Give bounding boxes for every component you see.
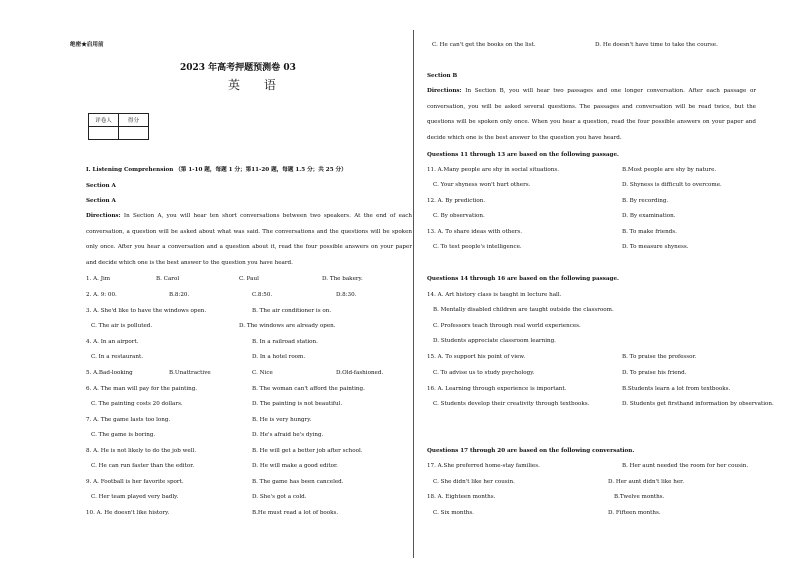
option[interactable]: D. The windows are already open. (239, 323, 336, 329)
directions-b (427, 84, 756, 146)
subject-title: 英 语 (228, 78, 286, 92)
option[interactable]: D. Her aunt didn't like her. (608, 479, 684, 485)
option[interactable]: B. He is very hungry. (252, 417, 312, 423)
section-b-heading: Section B (427, 73, 458, 79)
option[interactable]: C. Paul (239, 276, 259, 282)
option[interactable]: C. Students develop their creativity through textbooks. (433, 401, 590, 407)
option[interactable]: 7. A. The game lasts too long. (86, 417, 171, 423)
option[interactable]: D. He doesn't have time to take the course. (595, 42, 718, 48)
score-cell[interactable] (119, 127, 149, 140)
option[interactable]: C. He can't get the books on the list. (432, 42, 536, 48)
grader-label: 评卷人 (89, 114, 119, 127)
option[interactable]: 15. A. To support his point of view. (427, 354, 526, 360)
option[interactable]: C. She didn't like her cousin. (433, 479, 515, 485)
option[interactable]: B. Mentally disabled children are taught outside the classroom. (433, 307, 614, 313)
option[interactable]: D. Fifteen months. (608, 510, 661, 516)
option[interactable]: D. By examination. (622, 213, 676, 219)
option[interactable]: 4. A. In an airport. (86, 339, 139, 345)
option[interactable]: B.Unattractive (169, 370, 211, 376)
option[interactable]: B. He will get a better job after school. (252, 448, 363, 454)
option[interactable]: D. To praise his friend. (622, 370, 687, 376)
option[interactable]: C. In a restaurant. (91, 354, 144, 360)
option[interactable]: D. Shyness is difficult to overcome. (622, 182, 722, 188)
option[interactable]: D. He will make a good editor. (252, 463, 338, 469)
option[interactable]: C.8:50. (252, 292, 273, 298)
column-divider (413, 30, 414, 558)
directions-text: In Section B, you will hear two passages and one longer conversation. After each passage or conversation, you will be asked several questions. The passages and conversation will be read twice, but the questions will be spoken only once. When you hear a question, read the four possible answers on your paper and decide which one is the best answer to the question you have heard. (427, 88, 756, 141)
option[interactable]: B.8:20. (169, 292, 190, 298)
secret-mark: 绝密★启用前 (70, 42, 104, 48)
option[interactable]: D. Students get firsthand information by observation. (622, 401, 774, 407)
option[interactable]: B. The game has been canceled. (252, 479, 344, 485)
option[interactable]: 10. A. He doesn't like history. (86, 510, 170, 516)
section-a-heading: Section A (86, 198, 116, 204)
option[interactable]: B. To praise the professor. (622, 354, 697, 360)
option[interactable]: B.Twelve months. (614, 494, 665, 500)
option[interactable]: D.8:30. (336, 292, 357, 298)
option[interactable]: 12. A. By prediction. (427, 198, 486, 204)
option[interactable]: B.Students learn a lot from textbooks. (622, 386, 731, 392)
section-a-heading: Section A (86, 183, 116, 189)
score-label: 得分 (119, 114, 149, 127)
directions-label: Directions: (427, 88, 462, 94)
option[interactable]: C. Your shyness won't hurt others. (433, 182, 531, 188)
option[interactable]: 16. A. Learning through experience is important. (427, 386, 567, 392)
option[interactable]: B. By recording. (622, 198, 669, 204)
directions-a (86, 209, 412, 271)
option[interactable]: 8. A. He is not likely to do the job well. (86, 448, 197, 454)
option[interactable]: 1. A. Jim (86, 276, 111, 282)
option[interactable]: B. The woman can't afford the painting. (252, 386, 365, 392)
option[interactable]: D. The painting is not beautiful. (252, 401, 343, 407)
option[interactable]: D. To measure shyness. (622, 244, 689, 250)
option[interactable]: 18. A. Eighteen months. (427, 494, 496, 500)
option[interactable]: 17. A.She preferred home-stay families. (427, 463, 540, 469)
question-group-heading: Questions 14 through 16 are based on the following passage. (427, 276, 619, 282)
option[interactable]: B. The air conditioner is on. (252, 308, 332, 314)
option[interactable]: C. Her team played very badly. (91, 494, 179, 500)
option[interactable]: D. He's afraid he's dying. (252, 432, 324, 438)
question-group-heading: Questions 17 through 20 are based on the following conversation. (427, 448, 635, 454)
question-group-heading: Questions 11 through 13 are based on the following passage. (427, 152, 619, 158)
option[interactable]: 2. A. 9: 00. (86, 292, 117, 298)
option[interactable]: B. Carol (156, 276, 180, 282)
grader-cell[interactable] (89, 127, 119, 140)
option[interactable]: B. To make friends. (622, 229, 677, 235)
score-table (88, 113, 149, 140)
option[interactable]: C. Professors teach through real world experiences. (433, 323, 581, 329)
option[interactable]: 3. A. She'd like to have the windows open. (86, 308, 207, 314)
option[interactable]: 13. A. To share ideas with others. (427, 229, 523, 235)
option[interactable]: D.Old-fashioned. (336, 370, 384, 376)
option[interactable]: D. In a hotel room. (252, 354, 306, 360)
option[interactable]: C. To test people's intelligence. (433, 244, 522, 250)
page-title: 2023 年高考押题预测卷 03 (180, 63, 296, 73)
directions-text: In Section A, you will hear ten short conversations between two speakers. At the end of each conversation, a question will be asked about what was said. The conversations and the questions will be spoken only once. After you hear a conversation and a question about it, read the four possible answers on your paper and decide which one is the best answer to the question you have heard. (86, 213, 412, 266)
option[interactable]: B. In a railroad station. (252, 339, 318, 345)
option[interactable]: 6. A. The man will pay for the painting. (86, 386, 198, 392)
option[interactable]: B.Most people are shy by nature. (622, 167, 717, 173)
option[interactable]: B. Her aunt needed the room for her cousin. (622, 463, 749, 469)
option[interactable]: D. She's got a cold. (252, 494, 307, 500)
option[interactable]: 9. A. Football is her favorite sport. (86, 479, 184, 485)
option[interactable]: 11. A.Many people are shy in social situations. (427, 167, 560, 173)
option[interactable]: C. He can run faster than the editor. (91, 463, 195, 469)
option[interactable]: D. The bakery. (322, 276, 363, 282)
option[interactable]: C. The game is boring. (91, 432, 156, 438)
option[interactable]: C. Nice (252, 370, 273, 376)
option[interactable]: 14. A. Art history class is taught in lecture hall. (427, 292, 562, 298)
option[interactable]: C. The air is polluted. (91, 323, 153, 329)
directions-label: Directions: (86, 213, 121, 219)
option[interactable]: D. Students appreciate classroom learning. (433, 338, 556, 344)
option[interactable]: C. The painting costs 20 dollars. (91, 401, 183, 407)
option[interactable]: 5. A.Bad-looking (86, 370, 133, 376)
option[interactable]: C. To advise us to study psychology. (433, 370, 535, 376)
option[interactable]: B.He must read a lot of books. (252, 510, 339, 516)
option[interactable]: C. Six months. (433, 510, 474, 516)
option[interactable]: C. By observation. (433, 213, 485, 219)
part-heading: I. Listening Comprehension （第 1-10 题，每题 1 分；第11-20 题，每题 1.5 分；共 25 分） (86, 167, 347, 173)
